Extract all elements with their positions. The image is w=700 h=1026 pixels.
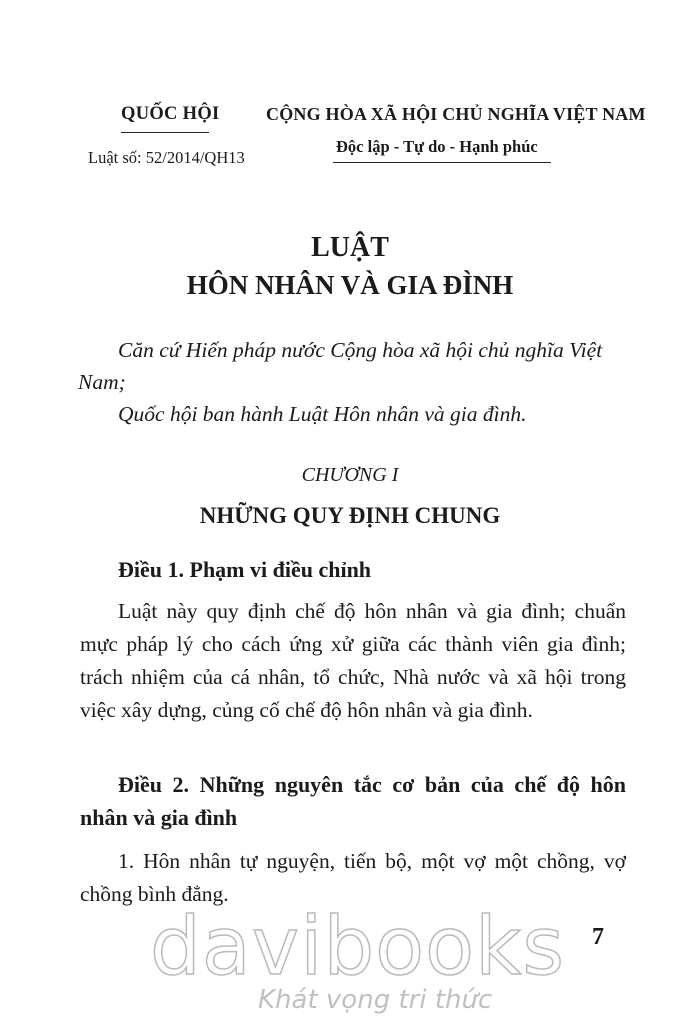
legal-basis xyxy=(78,334,626,430)
issuer-name: QUỐC HỘI xyxy=(121,104,220,124)
watermark-tagline: Khát vọng tri thức xyxy=(258,985,493,1015)
watermark-logo: davibooks xyxy=(150,900,566,993)
document-type: LUẬT xyxy=(311,232,389,263)
chapter-label: CHƯƠNG I xyxy=(301,464,399,486)
chapter-title: NHỮNG QUY ĐỊNH CHUNG xyxy=(199,503,501,528)
article-heading: Điều 2. Những nguyên tắc cơ bản của chế độ hôn nhân và gia đình xyxy=(80,772,626,830)
article-body: 1. Hôn nhân tự nguyện, tiến bộ, một vợ một chồng, vợ chồng bình đẳng. xyxy=(80,849,626,906)
legal-basis-line: Căn cứ Hiến pháp nước Cộng hòa xã hội chủ nghĩa Việt Nam; xyxy=(78,338,603,394)
nation-name: CỘNG HÒA XÃ HỘI CHỦ NGHĨA VIỆT NAM xyxy=(266,104,646,124)
page-number: 7 xyxy=(592,924,604,950)
national-motto: Độc lập - Tự do - Hạnh phúc xyxy=(336,137,538,156)
document-title: HÔN NHÂN VÀ GIA ĐÌNH xyxy=(186,270,514,300)
article-body: Luật này quy định chế độ hôn nhân và gia đình; chuẩn mực pháp lý cho cách ứng xử giữa các thành viên gia đình; trách nhiệm của cá nhân, tổ chức, Nhà nước và xã hội trong việc xây dựng, củng cố chế độ hôn nhân và gia đình. xyxy=(80,599,626,722)
article-heading: Điều 1. Phạm vi điều chỉnh xyxy=(118,557,372,582)
law-number: Luật số: 52/2014/QH13 xyxy=(88,148,245,167)
legal-basis-line: Quốc hội ban hành Luật Hôn nhân và gia đình. xyxy=(118,402,527,426)
motto-underline xyxy=(333,162,551,163)
issuer-underline xyxy=(121,132,209,133)
